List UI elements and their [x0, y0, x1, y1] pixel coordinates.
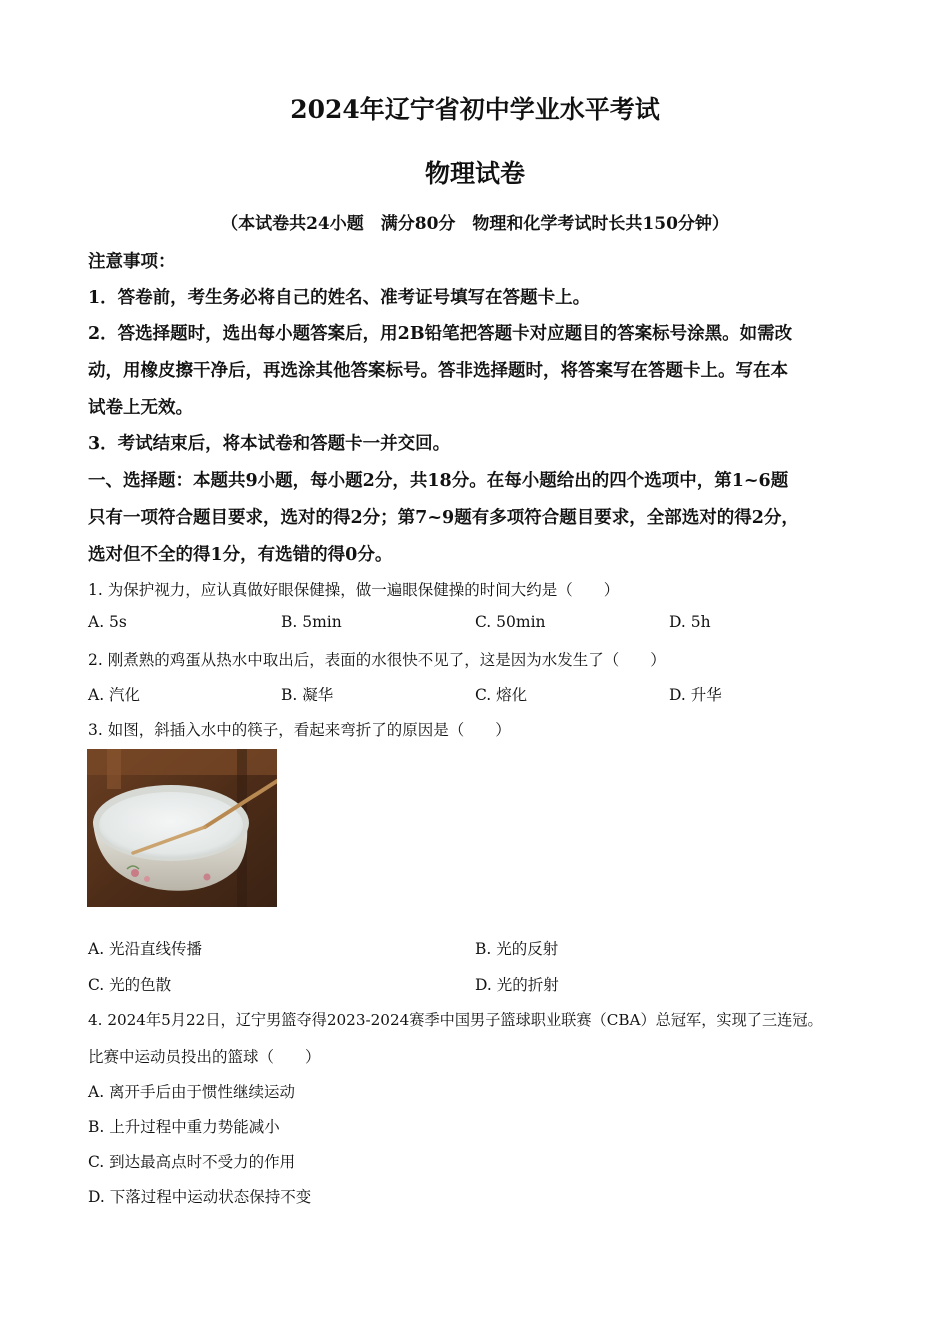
chopstick-in-bowl-photo [87, 749, 277, 907]
q1-option-a: A. 5s [88, 613, 127, 631]
q1-option-d: D. 5h [669, 613, 711, 631]
q3-option-b: B. 光的反射 [475, 940, 559, 958]
q1-option-b: B. 5min [281, 613, 342, 631]
exam-title: 2024年辽宁省初中学业水平考试 [290, 95, 660, 124]
note-item-2-line-1: 2．答选择题时，选出每小题答案后，用2B铅笔把答题卡对应题目的答案标号涂黑。如需改 [88, 324, 793, 344]
q2-option-d: D. 升华 [669, 686, 722, 704]
q3-option-c: C. 光的色散 [88, 976, 172, 994]
section-1-line-1: 一、选择题：本题共9小题，每小题2分，共18分。在每小题给出的四个选项中，第1~6题 [88, 471, 789, 491]
note-item-1: 1．答卷前，考生务必将自己的姓名、准考证号填写在答题卡上。 [88, 288, 591, 308]
note-item-3: 3．考试结束后，将本试卷和答题卡一并交回。 [88, 434, 451, 454]
exam-info: （本试卷共24小题 满分80分 物理和化学考试时长共150分钟） [221, 214, 729, 234]
section-1-line-2: 只有一项符合题目要求，选对的得2分；第7~9题有多项符合题目要求，全部选对的得2分， [88, 508, 799, 528]
q1-stem: 1. 为保护视力，应认真做好眼保健操，做一遍眼保健操的时间大约是（ ） [88, 581, 620, 599]
q2-option-c: C. 熔化 [475, 686, 528, 704]
q2-option-a: A. 汽化 [88, 686, 141, 704]
q3-option-a: A. 光沿直线传播 [88, 940, 203, 958]
q2-option-b: B. 凝华 [281, 686, 334, 704]
notes-heading: 注意事项： [88, 252, 176, 272]
q4-stem-line-2: 比赛中运动员投出的篮球（ ） [88, 1048, 321, 1066]
exam-subject: 物理试卷 [424, 159, 525, 188]
q4-option-d: D. 下落过程中运动状态保持不变 [88, 1188, 312, 1206]
section-1-line-3: 选对但不全的得1分，有选错的得0分。 [88, 545, 393, 565]
q3-option-d: D. 光的折射 [475, 976, 559, 994]
q4-option-a: A. 离开手后由于惯性继续运动 [88, 1083, 296, 1101]
q4-option-c: C. 到达最高点时不受力的作用 [88, 1153, 296, 1171]
q1-option-c: C. 50min [475, 613, 546, 631]
q4-option-b: B. 上升过程中重力势能减小 [88, 1118, 280, 1136]
note-item-2-line-3: 试卷上无效。 [88, 398, 193, 418]
q4-stem-line-1: 4. 2024年5月22日，辽宁男篮夺得2023-2024赛季中国男子篮球职业联赛（CBA）总冠军，实现了三连冠。 [88, 1011, 823, 1029]
note-item-2-line-2: 动，用橡皮擦干净后，再选涂其他答案标号。答非选择题时，将答案写在答题卡上。写在本 [88, 361, 788, 381]
q2-stem: 2. 刚煮熟的鸡蛋从热水中取出后，表面的水很快不见了，这是因为水发生了（ ） [88, 651, 666, 669]
q3-stem: 3. 如图，斜插入水中的筷子，看起来弯折了的原因是（ ） [88, 721, 511, 739]
